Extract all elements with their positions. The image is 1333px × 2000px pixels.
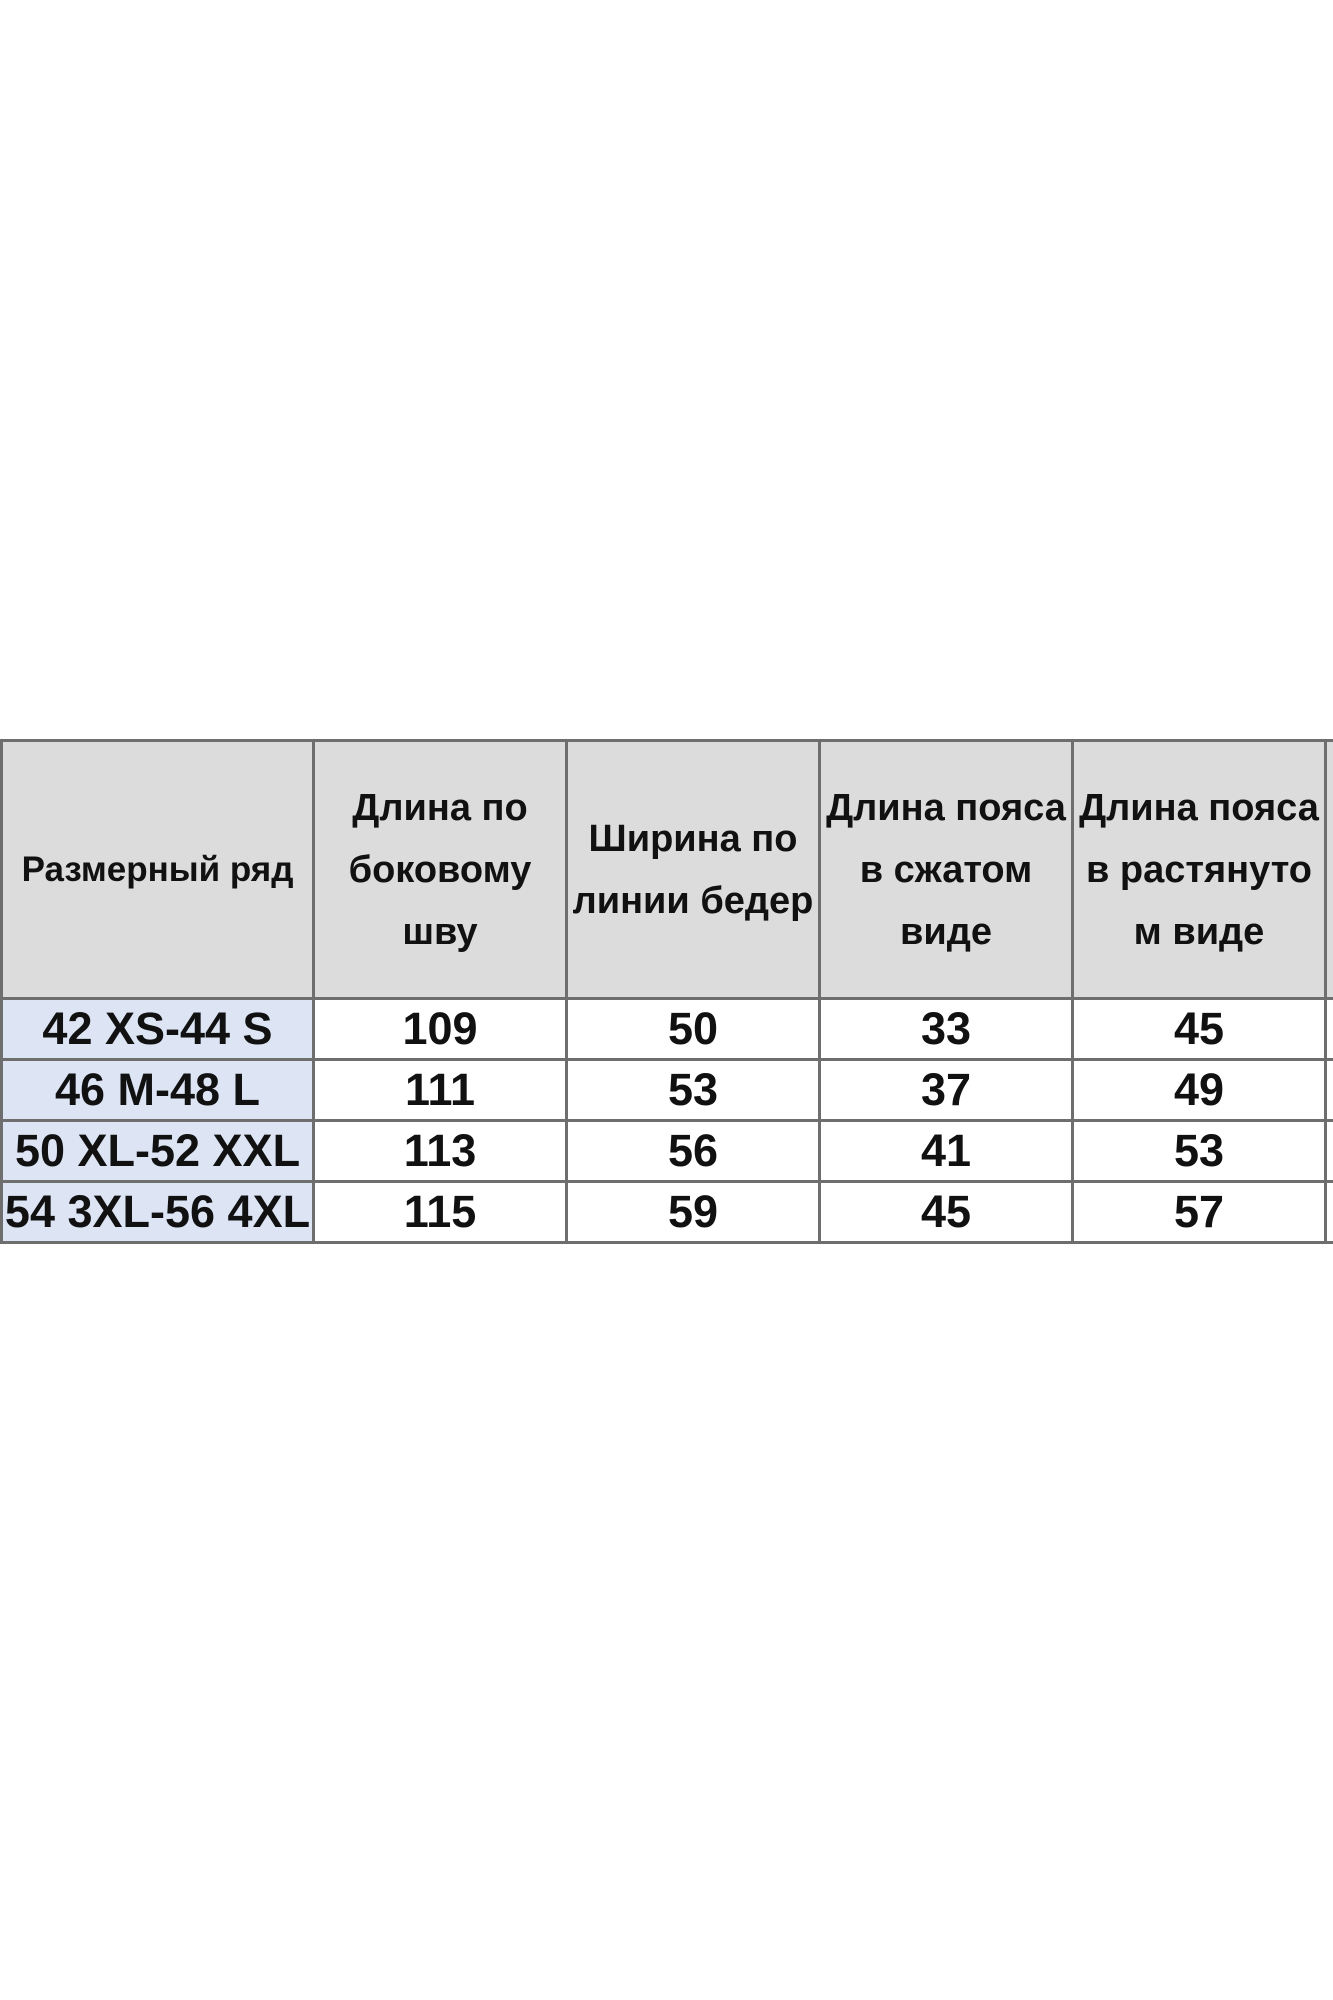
header-hip-width: Ширина по линии бедер: [567, 741, 820, 999]
empty-cell: [1326, 1182, 1333, 1243]
value-cell: 109: [314, 999, 567, 1060]
value-cell: 115: [314, 1182, 567, 1243]
header-waistband-compressed: Длина пояса в сжатом виде: [820, 741, 1073, 999]
value-cell: 57: [1073, 1182, 1326, 1243]
size-cell: 46 M-48 L: [2, 1060, 314, 1121]
header-size-range: Размерный ряд: [2, 741, 314, 999]
value-cell: 111: [314, 1060, 567, 1121]
size-chart-container: [0, 739, 1333, 1262]
value-cell: 59: [567, 1182, 820, 1243]
header-side-seam-length: Длина по боковому шву: [314, 741, 567, 999]
empty-cell: [1326, 1060, 1333, 1121]
size-chart-table: [0, 739, 1333, 1244]
size-cell: 54 3XL-56 4XL: [2, 1182, 314, 1243]
value-cell: 45: [820, 1182, 1073, 1243]
size-cell: 50 XL-52 XXL: [2, 1121, 314, 1182]
value-cell: 41: [820, 1121, 1073, 1182]
value-cell: 50: [567, 999, 820, 1060]
value-cell: 45: [1073, 999, 1326, 1060]
value-cell: 37: [820, 1060, 1073, 1121]
table-row: [2, 1182, 1333, 1243]
header-extra-column: [1326, 741, 1333, 999]
value-cell: 56: [567, 1121, 820, 1182]
size-cell: 42 XS-44 S: [2, 999, 314, 1060]
value-cell: 53: [1073, 1121, 1326, 1182]
value-cell: 49: [1073, 1060, 1326, 1121]
value-cell: 53: [567, 1060, 820, 1121]
header-waistband-stretched: Длина пояса в растянуто м виде: [1073, 741, 1326, 999]
table-row: [2, 999, 1333, 1060]
table-row: [2, 1121, 1333, 1182]
value-cell: 113: [314, 1121, 567, 1182]
empty-cell: [1326, 1121, 1333, 1182]
value-cell: 33: [820, 999, 1073, 1060]
table-header-row: [2, 741, 1333, 999]
empty-cell: [1326, 999, 1333, 1060]
table-row: [2, 1060, 1333, 1121]
